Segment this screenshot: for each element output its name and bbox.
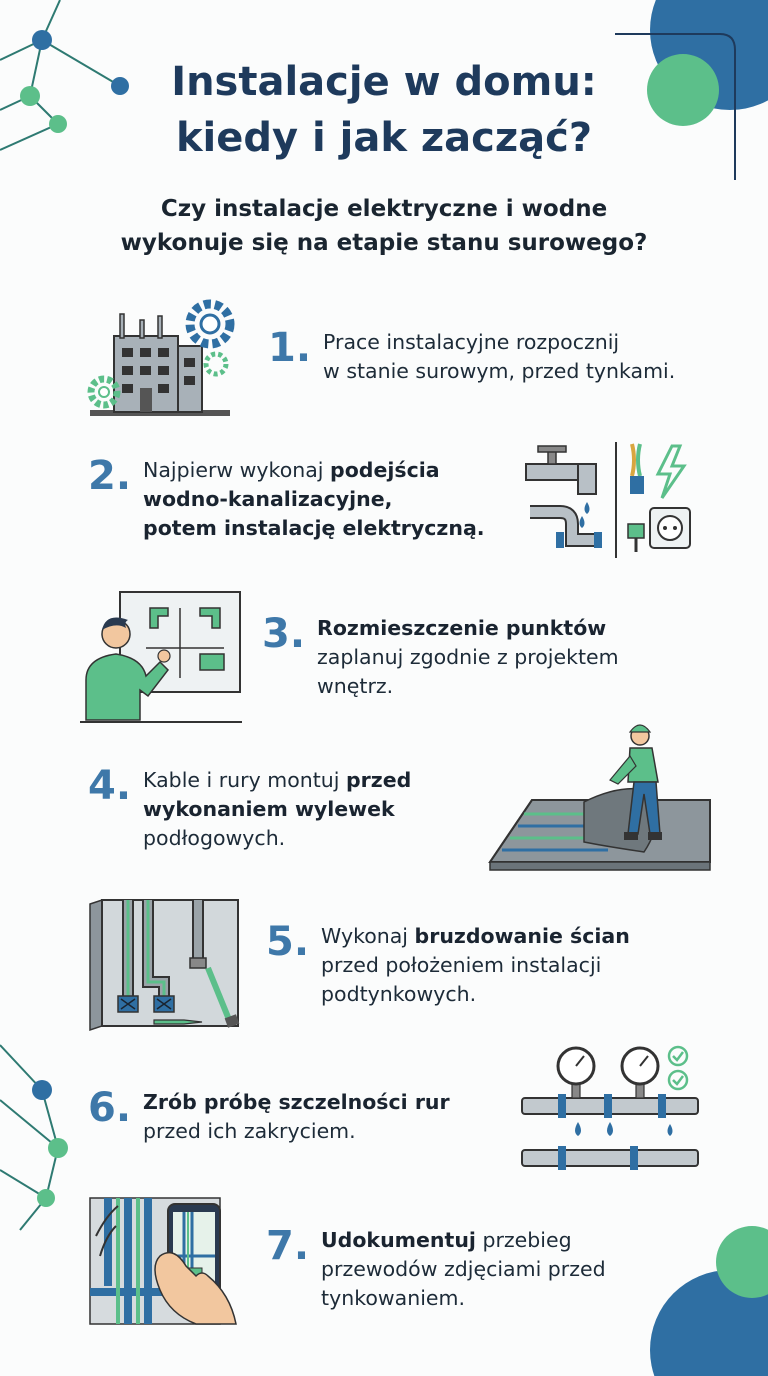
page-title: Instalacje w domu: kiedy i jak zacząć? [171, 59, 597, 161]
step-4 [88, 763, 412, 853]
step-text: Najpierw wykonaj podejścia wodno-kanalizacyjne, potem instalację elektryczną. [143, 458, 485, 540]
pressure-test-icon [518, 1042, 702, 1172]
step-text: Prace instalacyjne rozpocznij w stanie surowym, przed tynkami. [323, 330, 676, 383]
step-number: 6. [88, 1085, 132, 1131]
step-6 [88, 1085, 450, 1146]
wall-chasing-icon [88, 898, 268, 1034]
step-text: Rozmieszczenie punktów zaplanuj zgodnie z projektem wnętrz. [317, 616, 619, 698]
step-number: 7. [266, 1223, 310, 1269]
planning-person-icon [80, 588, 245, 728]
screed-worker-icon [488, 722, 716, 872]
step-5 [266, 919, 630, 1009]
step-number: 4. [88, 763, 132, 809]
step-7 [266, 1223, 606, 1313]
step-number: 3. [262, 611, 306, 657]
step-number: 1. [268, 325, 312, 371]
page-subtitle: Czy instalacje elektryczne i wodne wykonuje się na etapie stanu surowego? [120, 196, 648, 256]
building-gears-icon [86, 292, 241, 422]
step-text: Udokumentuj przebieg przewodów zdjęciami przed tynkowaniem. [321, 1228, 606, 1310]
faucet-pipes-and-socket-icon [520, 440, 700, 560]
step-text: Kable i rury montuj przed wykonaniem wylewek podłogowych. [143, 768, 412, 850]
step-text: Zrób próbę szczelności rur przed ich zakryciem. [143, 1090, 450, 1143]
step-number: 2. [88, 453, 132, 499]
step-3 [262, 611, 619, 701]
step-1 [268, 325, 676, 386]
phone-photo-icon [88, 1196, 258, 1326]
step-number: 5. [266, 919, 310, 965]
step-2 [88, 453, 485, 543]
step-text: Wykonaj bruzdowanie ścian przed położeniem instalacji podtynkowych. [321, 924, 630, 1006]
